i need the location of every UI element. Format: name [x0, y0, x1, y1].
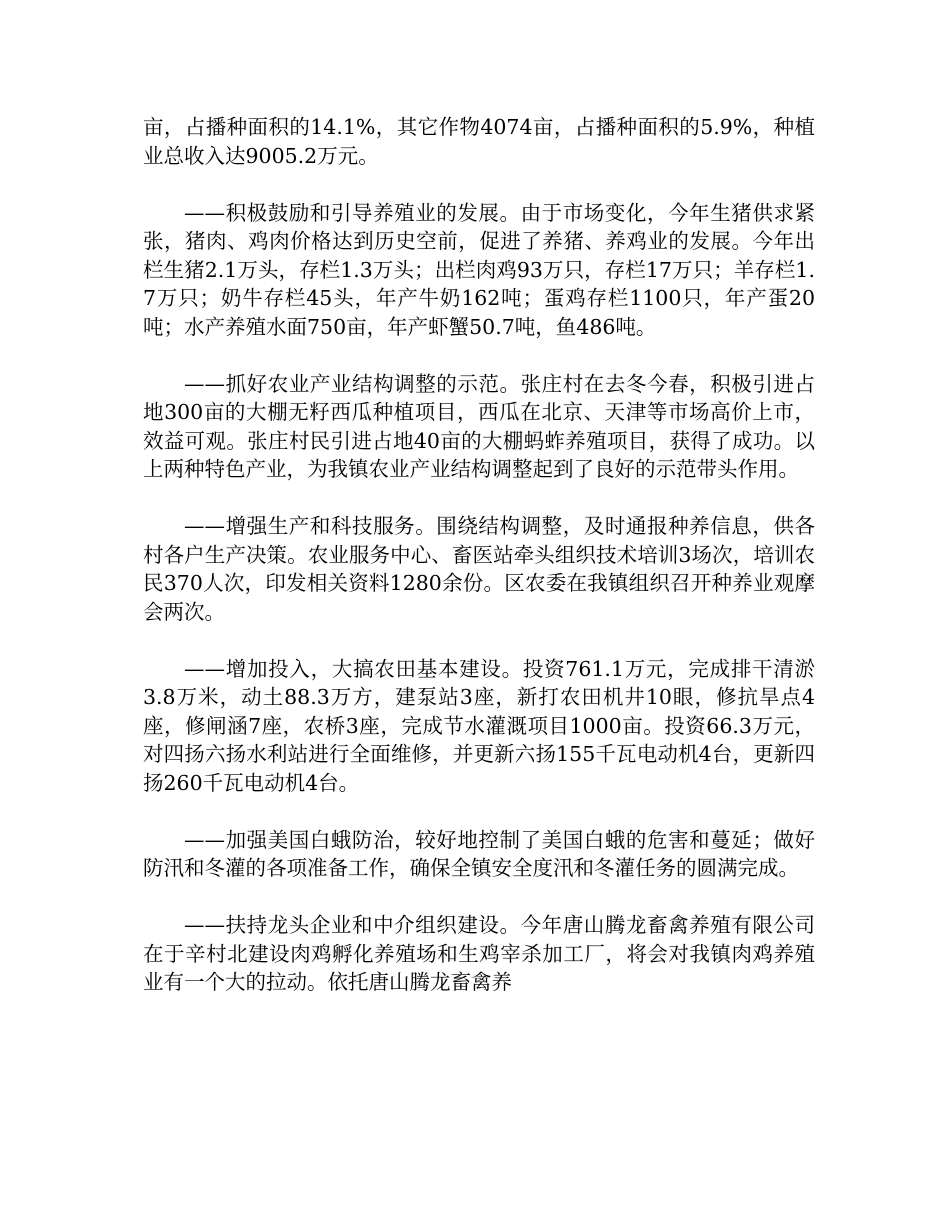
paragraph-livestock: ——积极鼓励和引导养殖业的发展。由于市场变化，今年生猪供求紧张，猪肉、鸡肉价格达到历史空前，促进了养猪、养鸡业的发展。今年出栏生猪2.1万头，存栏1.3万头；出栏肉鸡93万只，存栏17万只；羊存栏1.7万只；奶牛存栏45头，年产牛奶162吨；蛋鸡存栏1100只，年产蛋20吨；水产养殖水面750亩，年产虾蟹50.7吨，鱼486吨。: [143, 200, 815, 339]
paragraph-tech-service: ——增强生产和科技服务。围绕结构调整，及时通报种养信息，供各村各户生产决策。农业服务中心、畜医站牵头组织技术培训3场次，培训农民370人次，印发相关资料1280余份。区农委在我镇组织召开种养业观摩会两次。: [143, 514, 815, 624]
document-body: [143, 113, 815, 1025]
paragraph-planting-summary: 亩，占播种面积的14.1%，其它作物4074亩，占播种面积的5.9%，种植业总收入达9005.2万元。: [143, 115, 815, 168]
paragraph-pest-flood-control: ——加强美国白蛾防治，较好地控制了美国白蛾的危害和蔓延；做好防汛和冬灌的各项准备工作，确保全镇安全度汛和冬灌任务的圆满完成。: [143, 827, 815, 880]
paragraph-farmland-investment: ——增加投入，大搞农田基本建设。投资761.1万元，完成排干清淤3.8万米，动土88.3万方，建泵站3座，新打农田机井10眼，修抗旱点4座，修闸涵7座，农桥3座，完成节水灌溉项目1000亩。投资66.3万元，对四扬六扬水利站进行全面维修，并更新六扬155千瓦电动机4台，更新四扬260千瓦电动机4台。: [143, 656, 815, 795]
paragraph-structure-demo: ——抓好农业产业结构调整的示范。张庄村在去冬今春，积极引进占地300亩的大棚无籽西瓜种植项目，西瓜在北京、天津等市场高价上市，效益可观。张庄村民引进占地40亩的大棚蚂蚱养殖项目，获得了成功。以上两种特色产业，为我镇农业产业结构调整起到了良好的示范带头作用。: [143, 371, 815, 481]
paragraph-leading-enterprises: ——扶持龙头企业和中介组织建设。今年唐山腾龙畜禽养殖有限公司在于辛村北建设肉鸡孵化养殖场和生鸡宰杀加工厂，将会对我镇肉鸡养殖业有一个大的拉动。依托唐山腾龙畜禽养: [143, 913, 815, 994]
